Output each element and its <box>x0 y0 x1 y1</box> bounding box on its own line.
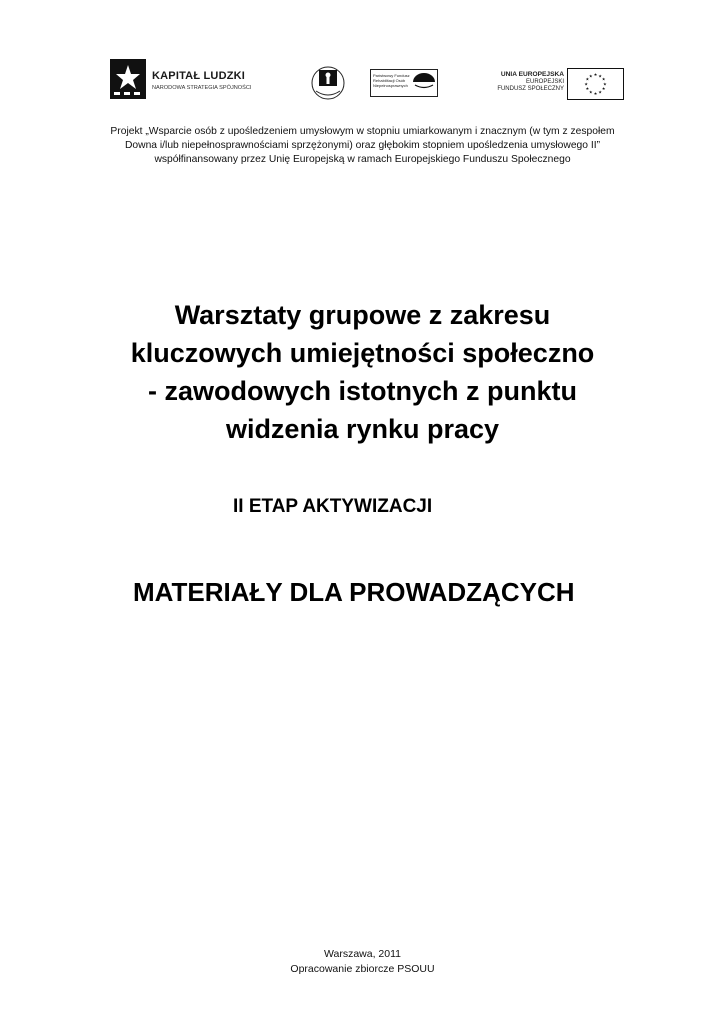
pfron-mark-icon <box>413 73 435 91</box>
footer <box>150 947 575 977</box>
pfron-text: Państwowy Fundusz Rehabilitacji Osób Niepełnosprawnych <box>373 73 410 88</box>
eu-star: ★ <box>602 81 607 87</box>
eu-flag-icon <box>567 68 624 100</box>
title-line3: - zawodowych istotnych z punktu <box>147 376 577 406</box>
eu-star: ★ <box>598 89 603 95</box>
kapital-ludzki-logo <box>110 57 270 103</box>
stage-heading: II ETAP AKTYWIZACJI <box>233 496 433 517</box>
footer-place-year: Warszawa, 2011 <box>323 948 402 960</box>
eu-line3: FUNDUSZ SPOŁECZNY <box>497 86 564 92</box>
eu-line1: UNIA EUROPEJSKA <box>500 71 564 78</box>
eu-star: ★ <box>585 86 590 92</box>
eu-star: ★ <box>588 73 593 79</box>
psouu-emblem-icon <box>310 65 346 101</box>
eu-star: ★ <box>593 90 598 96</box>
kapital-ludzki-subtitle: NARODOWA STRATEGIA SPÓJNOŚCI <box>152 85 252 91</box>
eu-star: ★ <box>584 81 589 87</box>
eu-star: ★ <box>601 76 606 82</box>
project-description <box>60 125 665 167</box>
eu-star: ★ <box>585 76 590 82</box>
eu-line2: EUROPEJSKI <box>525 78 564 85</box>
eu-star: ★ <box>588 89 593 95</box>
title-line2: kluczowych umiejętności społeczno <box>130 338 595 368</box>
pfron-logo <box>370 69 438 97</box>
document-title <box>80 296 645 448</box>
title-line4: widzenia rynku pracy <box>225 414 500 444</box>
kapital-ludzki-star-icon <box>110 59 146 99</box>
eu-star: ★ <box>593 72 598 78</box>
materials-heading: MATERIAŁY DLA PROWADZĄCYCH <box>133 577 575 607</box>
eu-star: ★ <box>601 86 606 92</box>
kapital-ludzki-title: KAPITAŁ LUDZKI <box>152 70 246 82</box>
eu-logo-text <box>470 71 564 94</box>
project-description-line1: Projekt „Wsparcie osób z upośledzeniem umysłowym w stopniu umiarkowanym i znacznym (w tym z zespołem <box>110 126 615 137</box>
project-description-line2: Downa i/lub niepełnosprawnościami sprzężonymi) oraz głębokim stopniem upośledzenia umysłowego II” <box>124 140 601 151</box>
eu-star: ★ <box>598 73 603 79</box>
project-description-line3: współfinansowany przez Unię Europejską w ramach Europejskiego Funduszu Społecznego <box>154 154 571 165</box>
footer-authorship: Opracowanie zbiorcze PSOUU <box>290 963 435 975</box>
title-line1: Warsztaty grupowe z zakresu <box>174 300 551 330</box>
